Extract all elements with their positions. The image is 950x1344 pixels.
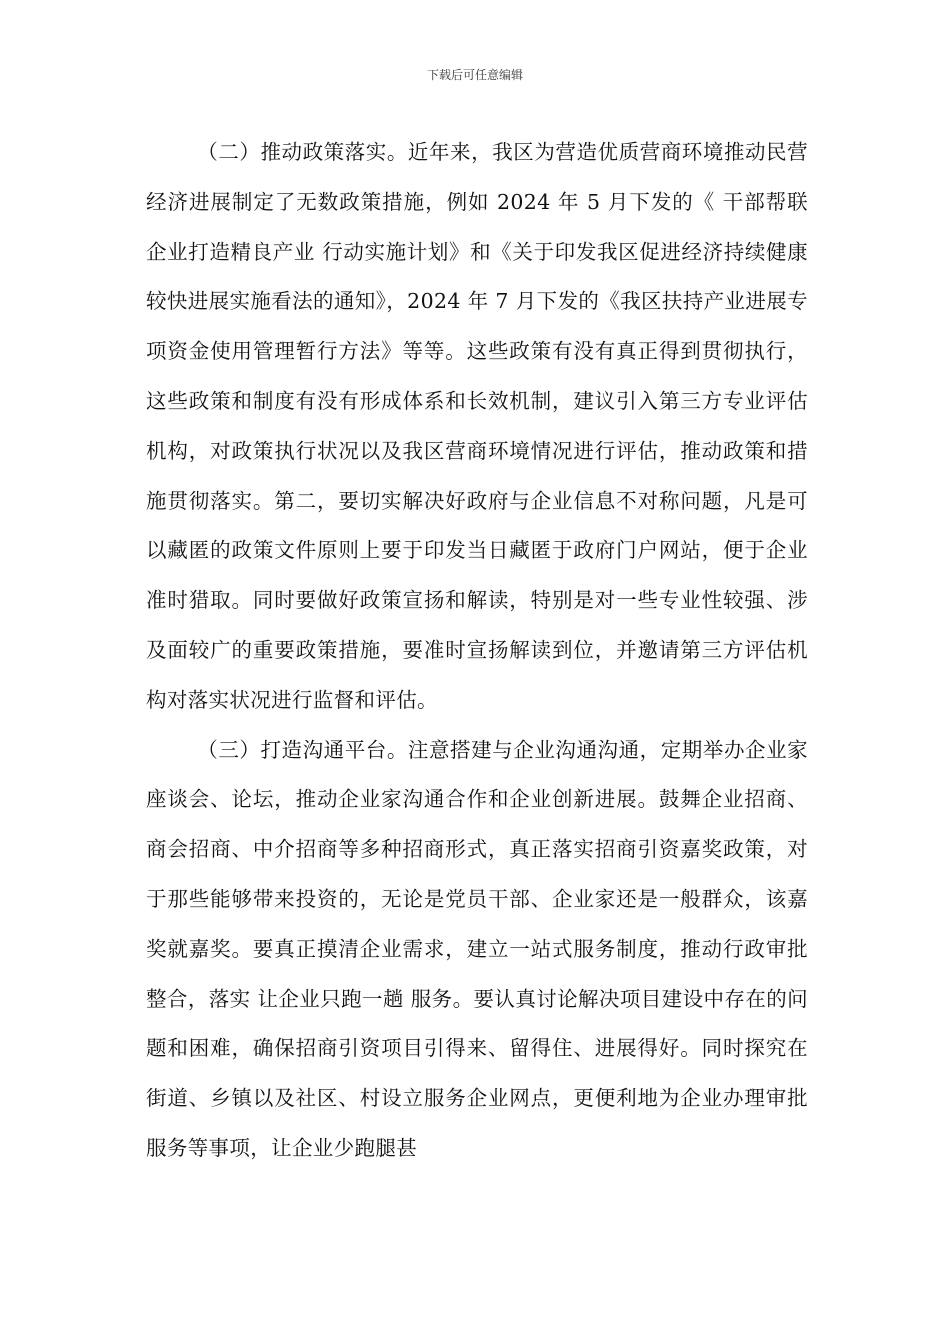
document-body <box>146 128 808 1174</box>
paragraph-policy-implementation: （二）推动政策落实。近年来，我区为营造优质营商环境推动民营经济进展制定了无数政策措施，例如 2024 年 5 月下发的《 干部帮联企业打造精良产业 行动实施计划》和《关于印发我区促进经济持续健康较快进展实施看法的通知》，2024 年 7 月下发的《我区扶持产业进展专项资金使用管理暂行方法》等等。这些政策有没有真正得到贯彻执行，这些政策和制度有没有形成体系和长效机制，建议引入第三方专业评估机构，对政策执行状况以及我区营商环境情况进行评估，推动政策和措施贯彻落实。第二，要切实解决好政府与企业信息不对称问题，凡是可以藏匿的政策文件原则上要于印发当日藏匿于政府门户网站，便于企业准时猎取。同时要做好政策宣扬和解读，特别是对一些专业性较强、涉及面较广的重要政策措施，要准时宣扬解读到位，并邀请第三方评估机构对落实状况进行监督和评估。 <box>146 140 808 712</box>
paragraph-communication-platform: （三）打造沟通平台。注意搭建与企业沟通沟通，定期举办企业家座谈会、论坛，推动企业家沟通合作和企业创新进展。鼓舞企业招商、商会招商、中介招商等多种招商形式，真正落实招商引资嘉奖政策，对于那些能够带来投资的，无论是党员干部、企业家还是一般群众，该嘉奖就嘉奖。要真正摸清企业需求，建立一站式服务制度，推动行政审批整合，落实 让企业只跑一趟 服务。要认真讨论解决项目建设中存在的问题和困难，确保招商引资项目引得来、留得住、进展得好。同时探究在街道、乡镇以及社区、村设立服务企业网点，更便利地为企业办理审批服务等事项，让企业少跑腿甚 <box>146 737 808 1160</box>
page-header: 下载后可任意编辑 <box>426 68 523 82</box>
